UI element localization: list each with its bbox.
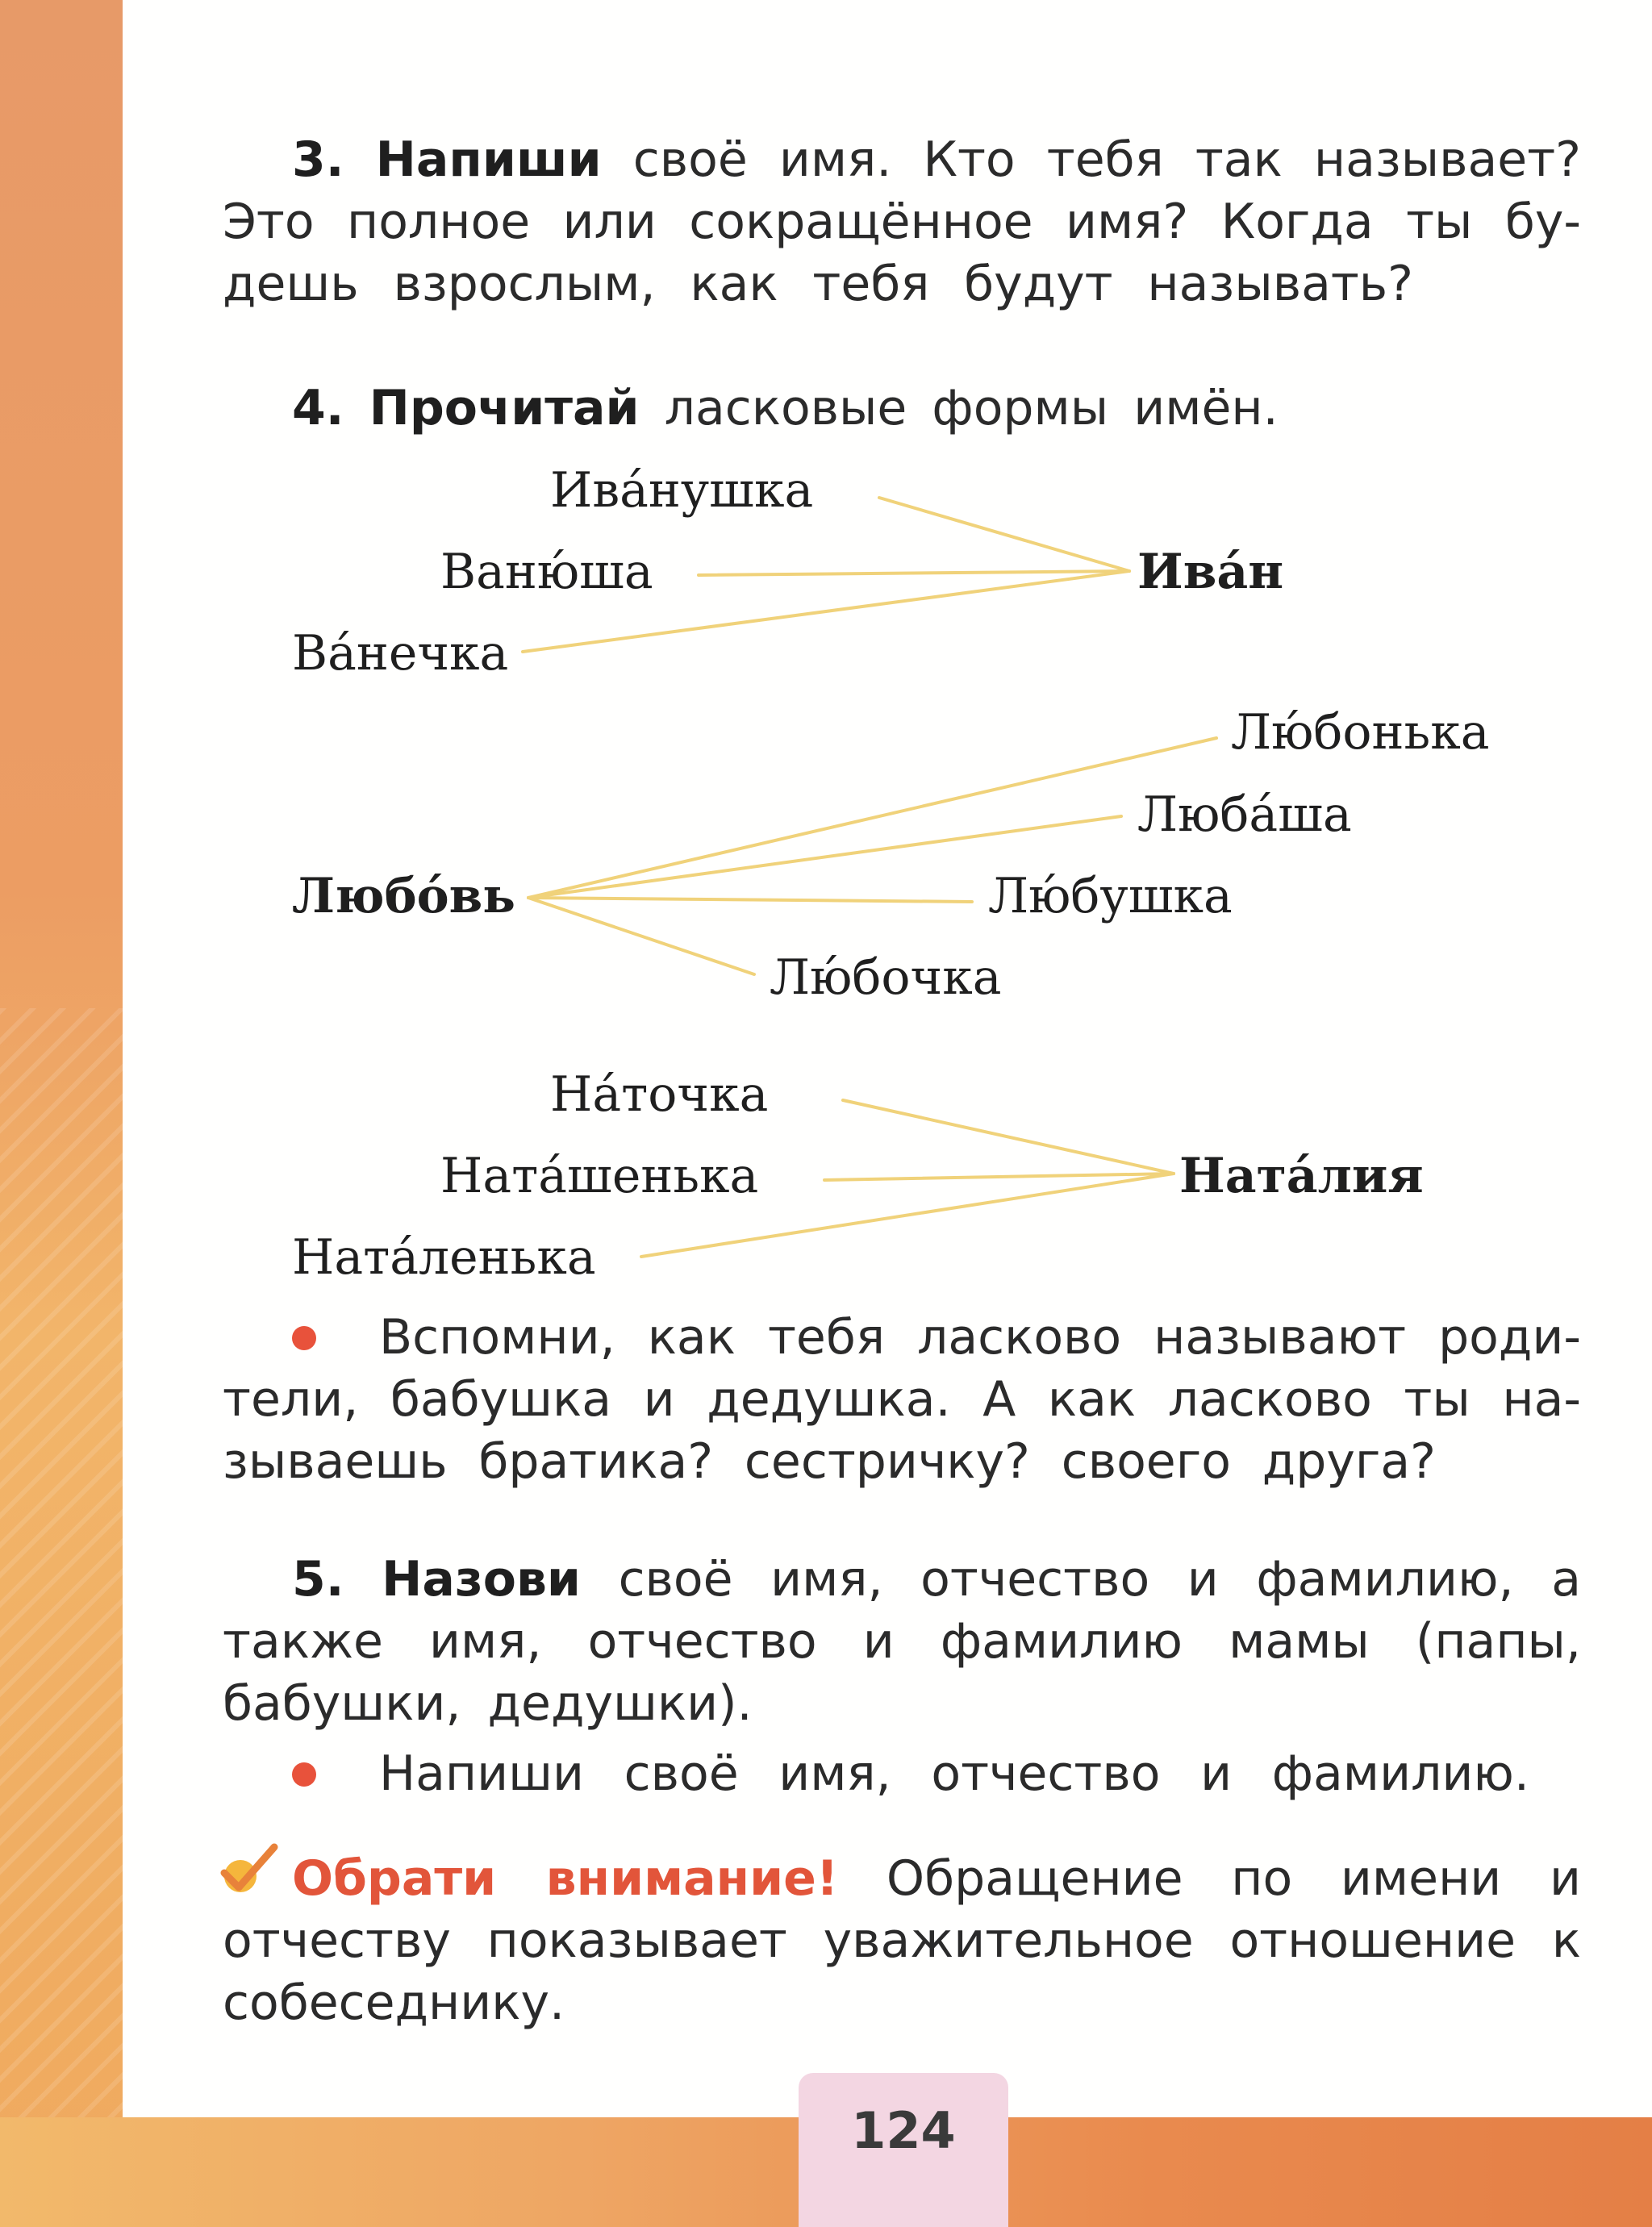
form-vanyusha: Ваню́ша xyxy=(440,544,653,600)
task4-bullet-line3: зываешь братика? сестричку? своего друга? xyxy=(223,1433,1436,1490)
form-natashenka: Ната́шенька xyxy=(440,1148,759,1204)
task3-line2: Это полное или сокращённое имя? Когда ты бу- xyxy=(223,194,1581,250)
form-natalenka: Ната́ленька xyxy=(292,1229,596,1286)
note-line2: отчеству показывает уважительное отношение к xyxy=(223,1912,1581,1969)
name-lyubov: Любо́вь xyxy=(292,868,516,924)
task5-line3: бабушки, дедушки). xyxy=(223,1675,753,1732)
task5-line1 xyxy=(292,1549,1581,1610)
form-vanechka: Ва́нечка xyxy=(292,625,509,682)
bullet-marker xyxy=(292,1762,316,1787)
name-natalia: Ната́лия xyxy=(1179,1148,1424,1204)
task3-number: 3. xyxy=(292,131,344,188)
task4-number: 4. xyxy=(292,380,344,436)
form-natochka: На́точка xyxy=(550,1066,769,1123)
task4-heading-text: ласковые формы имён. xyxy=(664,380,1279,436)
bullet-marker xyxy=(292,1326,316,1350)
connector-lyubochka xyxy=(528,898,754,974)
task5-verb: Назови xyxy=(382,1551,581,1608)
connector-ivanushka xyxy=(879,498,1129,571)
note-label: Обрати внимание! xyxy=(292,1850,839,1907)
task4-bullet-line1: Вспомни, как тебя ласково называют роди- xyxy=(379,1309,1581,1366)
connector-vanyusha xyxy=(699,571,1129,575)
task5-line1-text: своё имя, отчество и фамилию, а xyxy=(618,1551,1581,1608)
task3-line1-text: своё имя. Кто тебя так называет? xyxy=(632,131,1582,188)
connector-natashenka xyxy=(824,1174,1174,1180)
form-lyubasha: Люба́ша xyxy=(1137,786,1352,843)
task5-line2: также имя, отчество и фамилию мамы (папы, xyxy=(223,1613,1581,1670)
name-ivan: Ива́н xyxy=(1137,544,1284,600)
task5-bullet: Напиши своё имя, отчество и фамилию. xyxy=(379,1745,1529,1802)
note-line3: собеседнику. xyxy=(223,1975,565,2031)
note-line1 xyxy=(292,1848,1581,1909)
form-ivanushka: Ива́нушка xyxy=(550,462,814,519)
form-lyubushka: Лю́бушка xyxy=(988,868,1233,924)
task5-number: 5. xyxy=(292,1551,344,1608)
note-line1-text: Обращение по имени и xyxy=(886,1850,1581,1907)
task3-line3: дешь взрослым, как тебя будут называть? xyxy=(223,256,1413,312)
connector-lyubushka xyxy=(528,898,972,902)
form-lyubonka: Лю́бонька xyxy=(1231,704,1490,761)
checkmark-icon xyxy=(211,1841,279,1897)
task4-verb: Прочитай xyxy=(369,380,640,436)
connector-natochka xyxy=(843,1100,1174,1174)
page-number: 124 xyxy=(851,2101,956,2160)
task4-bullet-line2: тели, бабушка и дедушка. А как ласково ты на- xyxy=(223,1371,1581,1428)
form-lyubochka: Лю́бочка xyxy=(770,949,1002,1006)
task3-verb: Напиши xyxy=(375,131,602,188)
